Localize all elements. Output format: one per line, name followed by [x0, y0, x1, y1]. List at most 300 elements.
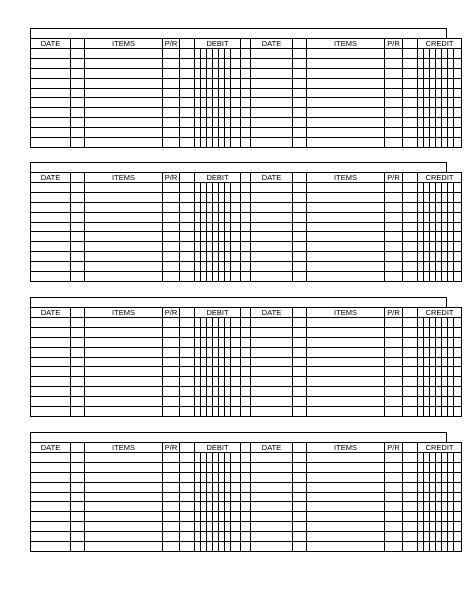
ledger-cell-pr[interactable] — [163, 318, 180, 328]
ledger-cell-pr[interactable] — [163, 387, 180, 397]
ledger-cell-credit[interactable] — [454, 347, 462, 357]
ledger-cell-credit[interactable] — [454, 232, 462, 242]
ledger-cell-items[interactable] — [307, 108, 385, 118]
ledger-cell-items[interactable] — [307, 482, 385, 492]
ledger-cell-blank[interactable] — [71, 192, 85, 202]
ledger-cell-date[interactable] — [31, 202, 71, 212]
ledger-cell-date[interactable] — [31, 78, 71, 88]
ledger-cell-gap2[interactable] — [241, 272, 251, 282]
ledger-cell-credit[interactable] — [454, 357, 462, 367]
ledger-cell-pr[interactable] — [163, 252, 180, 262]
ledger-cell-debit[interactable] — [231, 192, 241, 202]
ledger-cell-gap[interactable] — [403, 232, 418, 242]
ledger-cell-date[interactable] — [251, 367, 293, 377]
ledger-cell-gap2[interactable] — [241, 492, 251, 502]
ledger-cell-debit[interactable] — [231, 367, 241, 377]
ledger-cell-blank[interactable] — [71, 522, 85, 532]
ledger-cell-gap2[interactable] — [241, 118, 251, 128]
ledger-cell-pr[interactable] — [163, 88, 180, 98]
ledger-cell-date[interactable] — [251, 377, 293, 387]
ledger-cell-date[interactable] — [31, 252, 71, 262]
ledger-cell-debit[interactable] — [231, 252, 241, 262]
ledger-cell-items[interactable] — [85, 318, 163, 328]
ledger-cell-date[interactable] — [251, 318, 293, 328]
ledger-cell-debit[interactable] — [231, 78, 241, 88]
ledger-cell-blank[interactable] — [71, 337, 85, 347]
ledger-cell-date[interactable] — [251, 407, 293, 417]
ledger-cell-items[interactable] — [307, 337, 385, 347]
ledger-cell-gap[interactable] — [180, 222, 195, 232]
ledger-cell-date[interactable] — [31, 387, 71, 397]
ledger-cell-blank[interactable] — [293, 377, 307, 387]
ledger-cell-gap2[interactable] — [241, 262, 251, 272]
ledger-cell-blank[interactable] — [71, 327, 85, 337]
ledger-cell-items[interactable] — [307, 88, 385, 98]
ledger-cell-pr[interactable] — [163, 492, 180, 502]
ledger-cell-debit[interactable] — [231, 128, 241, 138]
ledger-cell-date[interactable] — [251, 222, 293, 232]
ledger-cell-debit[interactable] — [231, 532, 241, 542]
ledger-cell-gap[interactable] — [180, 522, 195, 532]
ledger-cell-credit[interactable] — [454, 387, 462, 397]
ledger-cell-items[interactable] — [307, 242, 385, 252]
ledger-cell-gap2[interactable] — [241, 98, 251, 108]
ledger-cell-items[interactable] — [85, 88, 163, 98]
ledger-cell-pr[interactable] — [163, 183, 180, 193]
ledger-cell-date[interactable] — [31, 118, 71, 128]
ledger-cell-credit[interactable] — [454, 108, 462, 118]
ledger-cell-credit[interactable] — [454, 502, 462, 512]
ledger-cell-credit[interactable] — [454, 118, 462, 128]
ledger-cell-gap[interactable] — [180, 377, 195, 387]
ledger-cell-date[interactable] — [251, 98, 293, 108]
ledger-cell-date[interactable] — [31, 222, 71, 232]
ledger-cell-blank[interactable] — [293, 212, 307, 222]
ledger-cell-items[interactable] — [307, 453, 385, 463]
ledger-cell-date[interactable] — [31, 532, 71, 542]
ledger-cell-items[interactable] — [307, 357, 385, 367]
ledger-cell-items[interactable] — [85, 192, 163, 202]
ledger-cell-items[interactable] — [307, 347, 385, 357]
ledger-cell-date[interactable] — [251, 128, 293, 138]
ledger-cell-gap2[interactable] — [241, 482, 251, 492]
ledger-cell-date[interactable] — [251, 78, 293, 88]
ledger-cell-blank[interactable] — [293, 202, 307, 212]
ledger-cell-date[interactable] — [251, 337, 293, 347]
ledger-cell-gap[interactable] — [403, 532, 418, 542]
ledger-cell-gap[interactable] — [403, 502, 418, 512]
ledger-cell-date[interactable] — [251, 502, 293, 512]
ledger-cell-blank[interactable] — [71, 78, 85, 88]
ledger-cell-blank[interactable] — [71, 482, 85, 492]
ledger-cell-gap[interactable] — [180, 108, 195, 118]
ledger-cell-pr[interactable] — [163, 357, 180, 367]
ledger-cell-gap2[interactable] — [241, 407, 251, 417]
ledger-cell-pr[interactable] — [385, 532, 403, 542]
ledger-cell-items[interactable] — [307, 318, 385, 328]
ledger-cell-gap2[interactable] — [241, 542, 251, 552]
ledger-cell-items[interactable] — [307, 183, 385, 193]
ledger-cell-date[interactable] — [251, 232, 293, 242]
ledger-cell-blank[interactable] — [71, 138, 85, 148]
ledger-cell-gap2[interactable] — [241, 327, 251, 337]
ledger-cell-date[interactable] — [251, 357, 293, 367]
ledger-cell-gap2[interactable] — [241, 347, 251, 357]
ledger-cell-gap[interactable] — [180, 357, 195, 367]
ledger-cell-pr[interactable] — [385, 377, 403, 387]
ledger-cell-blank[interactable] — [71, 183, 85, 193]
ledger-cell-gap2[interactable] — [241, 78, 251, 88]
ledger-cell-date[interactable] — [251, 522, 293, 532]
ledger-cell-pr[interactable] — [163, 108, 180, 118]
ledger-cell-pr[interactable] — [385, 58, 403, 68]
ledger-cell-debit[interactable] — [231, 462, 241, 472]
ledger-cell-debit[interactable] — [231, 542, 241, 552]
ledger-cell-date[interactable] — [31, 347, 71, 357]
ledger-cell-items[interactable] — [307, 49, 385, 59]
ledger-cell-gap[interactable] — [180, 138, 195, 148]
ledger-cell-date[interactable] — [31, 502, 71, 512]
ledger-cell-credit[interactable] — [454, 453, 462, 463]
ledger-cell-debit[interactable] — [231, 232, 241, 242]
ledger-cell-pr[interactable] — [385, 387, 403, 397]
ledger-cell-gap[interactable] — [180, 407, 195, 417]
ledger-cell-blank[interactable] — [71, 58, 85, 68]
ledger-cell-gap[interactable] — [403, 108, 418, 118]
ledger-cell-items[interactable] — [85, 98, 163, 108]
ledger-cell-blank[interactable] — [293, 49, 307, 59]
ledger-cell-credit[interactable] — [454, 202, 462, 212]
ledger-cell-gap[interactable] — [180, 232, 195, 242]
ledger-cell-pr[interactable] — [163, 397, 180, 407]
ledger-cell-debit[interactable] — [231, 183, 241, 193]
ledger-cell-pr[interactable] — [385, 492, 403, 502]
ledger-cell-blank[interactable] — [293, 222, 307, 232]
ledger-cell-date[interactable] — [31, 357, 71, 367]
ledger-cell-gap2[interactable] — [241, 512, 251, 522]
ledger-cell-date[interactable] — [31, 98, 71, 108]
ledger-cell-debit[interactable] — [231, 347, 241, 357]
ledger-cell-debit[interactable] — [231, 337, 241, 347]
ledger-cell-items[interactable] — [85, 367, 163, 377]
ledger-cell-gap[interactable] — [403, 88, 418, 98]
ledger-cell-date[interactable] — [31, 542, 71, 552]
ledger-cell-items[interactable] — [307, 222, 385, 232]
ledger-cell-blank[interactable] — [71, 472, 85, 482]
ledger-cell-items[interactable] — [307, 262, 385, 272]
ledger-cell-debit[interactable] — [231, 242, 241, 252]
ledger-cell-items[interactable] — [85, 542, 163, 552]
ledger-cell-items[interactable] — [85, 502, 163, 512]
ledger-cell-debit[interactable] — [231, 272, 241, 282]
ledger-cell-date[interactable] — [251, 532, 293, 542]
ledger-cell-gap[interactable] — [180, 118, 195, 128]
ledger-cell-date[interactable] — [251, 202, 293, 212]
ledger-cell-items[interactable] — [85, 78, 163, 88]
ledger-cell-blank[interactable] — [71, 512, 85, 522]
ledger-cell-date[interactable] — [251, 88, 293, 98]
ledger-cell-pr[interactable] — [385, 272, 403, 282]
ledger-cell-date[interactable] — [31, 492, 71, 502]
ledger-cell-pr[interactable] — [163, 337, 180, 347]
ledger-cell-pr[interactable] — [385, 482, 403, 492]
ledger-cell-debit[interactable] — [231, 262, 241, 272]
ledger-cell-debit[interactable] — [231, 138, 241, 148]
ledger-cell-gap[interactable] — [403, 78, 418, 88]
ledger-cell-gap[interactable] — [180, 318, 195, 328]
ledger-cell-credit[interactable] — [454, 192, 462, 202]
ledger-cell-credit[interactable] — [454, 183, 462, 193]
ledger-cell-date[interactable] — [31, 327, 71, 337]
ledger-cell-pr[interactable] — [163, 98, 180, 108]
ledger-cell-date[interactable] — [251, 272, 293, 282]
ledger-cell-credit[interactable] — [454, 367, 462, 377]
ledger-cell-blank[interactable] — [71, 318, 85, 328]
ledger-cell-blank[interactable] — [293, 88, 307, 98]
ledger-cell-pr[interactable] — [163, 377, 180, 387]
ledger-cell-gap2[interactable] — [241, 532, 251, 542]
ledger-cell-items[interactable] — [85, 49, 163, 59]
ledger-cell-items[interactable] — [307, 472, 385, 482]
ledger-cell-blank[interactable] — [71, 212, 85, 222]
ledger-cell-pr[interactable] — [385, 138, 403, 148]
ledger-cell-gap[interactable] — [403, 212, 418, 222]
ledger-cell-debit[interactable] — [231, 222, 241, 232]
ledger-cell-items[interactable] — [307, 232, 385, 242]
ledger-cell-gap2[interactable] — [241, 202, 251, 212]
ledger-cell-pr[interactable] — [163, 367, 180, 377]
ledger-cell-pr[interactable] — [385, 88, 403, 98]
ledger-cell-gap[interactable] — [403, 482, 418, 492]
ledger-cell-debit[interactable] — [231, 512, 241, 522]
ledger-cell-items[interactable] — [307, 138, 385, 148]
ledger-cell-debit[interactable] — [231, 492, 241, 502]
ledger-cell-date[interactable] — [31, 453, 71, 463]
ledger-cell-pr[interactable] — [385, 192, 403, 202]
ledger-cell-pr[interactable] — [385, 522, 403, 532]
ledger-cell-blank[interactable] — [71, 542, 85, 552]
ledger-cell-debit[interactable] — [231, 327, 241, 337]
ledger-cell-gap[interactable] — [403, 252, 418, 262]
ledger-cell-date[interactable] — [31, 522, 71, 532]
ledger-cell-blank[interactable] — [293, 387, 307, 397]
ledger-cell-blank[interactable] — [293, 318, 307, 328]
ledger-cell-credit[interactable] — [454, 377, 462, 387]
ledger-cell-date[interactable] — [31, 462, 71, 472]
ledger-cell-gap[interactable] — [180, 58, 195, 68]
ledger-cell-pr[interactable] — [385, 118, 403, 128]
ledger-cell-blank[interactable] — [71, 367, 85, 377]
ledger-cell-gap[interactable] — [403, 222, 418, 232]
ledger-cell-blank[interactable] — [71, 98, 85, 108]
ledger-cell-date[interactable] — [251, 453, 293, 463]
ledger-cell-pr[interactable] — [385, 512, 403, 522]
ledger-cell-pr[interactable] — [385, 472, 403, 482]
ledger-cell-items[interactable] — [307, 542, 385, 552]
ledger-cell-items[interactable] — [307, 78, 385, 88]
ledger-cell-credit[interactable] — [454, 327, 462, 337]
ledger-cell-items[interactable] — [85, 232, 163, 242]
ledger-cell-pr[interactable] — [163, 407, 180, 417]
ledger-cell-gap2[interactable] — [241, 377, 251, 387]
ledger-cell-items[interactable] — [307, 502, 385, 512]
ledger-cell-pr[interactable] — [385, 222, 403, 232]
ledger-cell-blank[interactable] — [293, 183, 307, 193]
ledger-cell-date[interactable] — [31, 318, 71, 328]
ledger-cell-date[interactable] — [251, 327, 293, 337]
ledger-cell-pr[interactable] — [385, 327, 403, 337]
ledger-cell-gap[interactable] — [403, 357, 418, 367]
ledger-cell-pr[interactable] — [385, 68, 403, 78]
ledger-cell-debit[interactable] — [231, 357, 241, 367]
ledger-cell-pr[interactable] — [163, 472, 180, 482]
ledger-cell-date[interactable] — [251, 118, 293, 128]
ledger-cell-gap[interactable] — [403, 542, 418, 552]
ledger-cell-date[interactable] — [251, 397, 293, 407]
ledger-cell-gap[interactable] — [403, 522, 418, 532]
ledger-cell-date[interactable] — [251, 262, 293, 272]
ledger-cell-blank[interactable] — [293, 357, 307, 367]
ledger-cell-date[interactable] — [251, 212, 293, 222]
ledger-cell-blank[interactable] — [71, 397, 85, 407]
ledger-cell-blank[interactable] — [71, 128, 85, 138]
ledger-cell-gap[interactable] — [180, 262, 195, 272]
ledger-cell-items[interactable] — [307, 492, 385, 502]
ledger-cell-blank[interactable] — [293, 192, 307, 202]
ledger-cell-items[interactable] — [85, 252, 163, 262]
ledger-cell-pr[interactable] — [385, 502, 403, 512]
ledger-cell-date[interactable] — [31, 49, 71, 59]
ledger-cell-items[interactable] — [307, 462, 385, 472]
ledger-cell-blank[interactable] — [293, 462, 307, 472]
ledger-cell-gap2[interactable] — [241, 183, 251, 193]
ledger-cell-items[interactable] — [85, 108, 163, 118]
ledger-cell-items[interactable] — [307, 397, 385, 407]
ledger-cell-items[interactable] — [307, 128, 385, 138]
ledger-cell-debit[interactable] — [231, 58, 241, 68]
ledger-cell-gap2[interactable] — [241, 222, 251, 232]
ledger-cell-gap[interactable] — [403, 453, 418, 463]
ledger-cell-date[interactable] — [251, 492, 293, 502]
ledger-cell-gap[interactable] — [403, 472, 418, 482]
ledger-cell-gap2[interactable] — [241, 108, 251, 118]
ledger-cell-blank[interactable] — [71, 532, 85, 542]
ledger-cell-pr[interactable] — [163, 138, 180, 148]
ledger-cell-gap2[interactable] — [241, 128, 251, 138]
ledger-cell-gap[interactable] — [180, 212, 195, 222]
ledger-cell-pr[interactable] — [385, 98, 403, 108]
ledger-cell-date[interactable] — [251, 68, 293, 78]
ledger-cell-pr[interactable] — [385, 202, 403, 212]
ledger-cell-gap2[interactable] — [241, 192, 251, 202]
ledger-cell-pr[interactable] — [163, 78, 180, 88]
ledger-cell-blank[interactable] — [71, 118, 85, 128]
ledger-cell-items[interactable] — [85, 212, 163, 222]
ledger-cell-gap2[interactable] — [241, 522, 251, 532]
ledger-cell-items[interactable] — [85, 337, 163, 347]
ledger-cell-date[interactable] — [251, 347, 293, 357]
ledger-cell-pr[interactable] — [385, 49, 403, 59]
ledger-cell-blank[interactable] — [71, 377, 85, 387]
ledger-cell-gap[interactable] — [180, 242, 195, 252]
ledger-cell-blank[interactable] — [71, 88, 85, 98]
ledger-cell-pr[interactable] — [163, 262, 180, 272]
ledger-cell-blank[interactable] — [293, 502, 307, 512]
ledger-cell-gap[interactable] — [180, 327, 195, 337]
ledger-cell-date[interactable] — [31, 68, 71, 78]
ledger-cell-gap[interactable] — [403, 367, 418, 377]
ledger-cell-pr[interactable] — [163, 522, 180, 532]
ledger-cell-blank[interactable] — [71, 262, 85, 272]
ledger-cell-debit[interactable] — [231, 387, 241, 397]
ledger-cell-items[interactable] — [85, 397, 163, 407]
ledger-cell-date[interactable] — [251, 58, 293, 68]
ledger-cell-credit[interactable] — [454, 512, 462, 522]
ledger-cell-items[interactable] — [307, 58, 385, 68]
ledger-cell-credit[interactable] — [454, 472, 462, 482]
ledger-cell-blank[interactable] — [71, 108, 85, 118]
ledger-cell-credit[interactable] — [454, 492, 462, 502]
ledger-cell-date[interactable] — [31, 128, 71, 138]
ledger-cell-date[interactable] — [31, 58, 71, 68]
ledger-cell-gap[interactable] — [180, 367, 195, 377]
ledger-cell-date[interactable] — [251, 138, 293, 148]
ledger-cell-items[interactable] — [85, 462, 163, 472]
ledger-cell-date[interactable] — [31, 407, 71, 417]
ledger-cell-gap[interactable] — [180, 128, 195, 138]
ledger-cell-blank[interactable] — [293, 542, 307, 552]
ledger-cell-date[interactable] — [31, 212, 71, 222]
ledger-cell-items[interactable] — [85, 522, 163, 532]
ledger-cell-gap[interactable] — [180, 462, 195, 472]
ledger-cell-credit[interactable] — [454, 128, 462, 138]
ledger-cell-pr[interactable] — [385, 242, 403, 252]
ledger-cell-pr[interactable] — [163, 532, 180, 542]
ledger-cell-items[interactable] — [85, 68, 163, 78]
ledger-cell-credit[interactable] — [454, 262, 462, 272]
ledger-cell-gap2[interactable] — [241, 462, 251, 472]
ledger-cell-gap2[interactable] — [241, 318, 251, 328]
ledger-cell-gap2[interactable] — [241, 138, 251, 148]
ledger-cell-debit[interactable] — [231, 118, 241, 128]
ledger-cell-debit[interactable] — [231, 202, 241, 212]
ledger-cell-pr[interactable] — [163, 327, 180, 337]
ledger-cell-items[interactable] — [85, 327, 163, 337]
ledger-cell-items[interactable] — [85, 453, 163, 463]
ledger-cell-blank[interactable] — [293, 232, 307, 242]
ledger-cell-pr[interactable] — [385, 542, 403, 552]
ledger-cell-date[interactable] — [31, 337, 71, 347]
ledger-cell-gap[interactable] — [403, 387, 418, 397]
ledger-cell-items[interactable] — [307, 327, 385, 337]
ledger-cell-items[interactable] — [307, 367, 385, 377]
ledger-cell-items[interactable] — [85, 347, 163, 357]
ledger-cell-gap[interactable] — [180, 88, 195, 98]
ledger-cell-date[interactable] — [31, 482, 71, 492]
ledger-cell-date[interactable] — [251, 183, 293, 193]
ledger-cell-gap2[interactable] — [241, 252, 251, 262]
ledger-cell-date[interactable] — [31, 397, 71, 407]
ledger-cell-pr[interactable] — [385, 407, 403, 417]
ledger-cell-gap2[interactable] — [241, 453, 251, 463]
ledger-cell-blank[interactable] — [71, 222, 85, 232]
ledger-cell-gap[interactable] — [403, 262, 418, 272]
ledger-cell-pr[interactable] — [385, 367, 403, 377]
ledger-cell-credit[interactable] — [454, 522, 462, 532]
ledger-cell-gap[interactable] — [403, 58, 418, 68]
ledger-cell-gap[interactable] — [180, 502, 195, 512]
ledger-cell-blank[interactable] — [71, 202, 85, 212]
